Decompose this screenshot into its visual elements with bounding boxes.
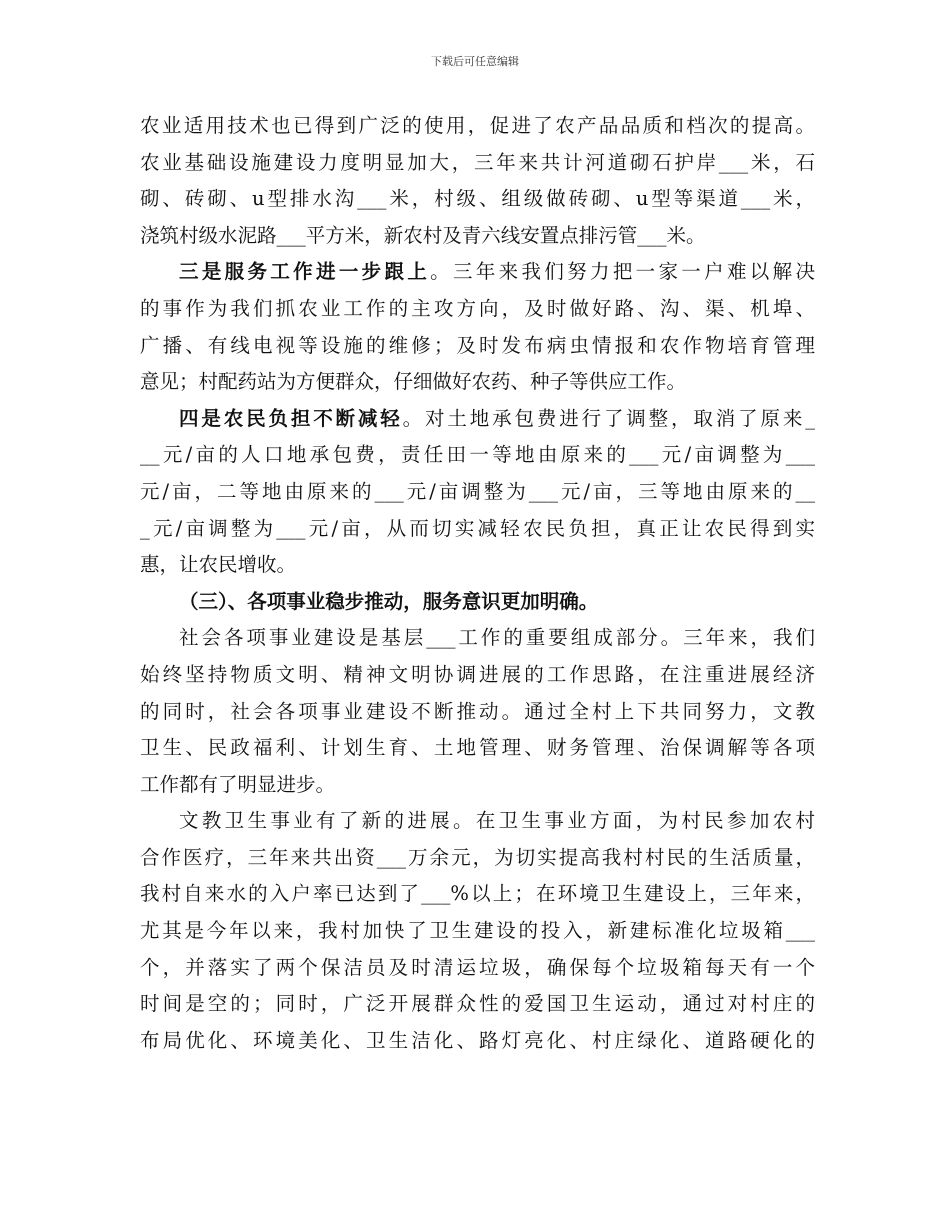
text-line: 尤其是今年以来，我村加快了卫生建设的投入，新建标准化垃圾箱___ — [140, 919, 815, 943]
paragraph — [140, 803, 815, 1059]
text-line: 的事作为我们抓农业工作的主攻方向，及时做好路、沟、渠、机埠、 — [140, 296, 815, 320]
text-line: 合作医疗，三年来共出资___万余元，为切实提高我村村民的生活质量， — [140, 845, 815, 869]
paragraph — [140, 401, 815, 584]
text-line: _元/亩调整为___元/亩，从而切实减轻农民负担，真正让农民得到实 — [140, 516, 815, 540]
text-line — [140, 401, 815, 438]
text-line: 始终坚持物质文明、精神文明协调进展的工作思路，在注重进展经济 — [140, 662, 815, 686]
text-line: 广播、有线电视等设施的维修；及时发布病虫情报和农作物培育管理 — [140, 333, 815, 357]
text-line: 农业适用技术也已得到广泛的使用，促进了农产品品质和档次的提高。 — [140, 114, 815, 137]
page-header: 下载后可任意编辑 — [431, 55, 519, 68]
text-line: 的同时，社会各项事业建设不断推动。通过全村上下共同努力，文教 — [140, 699, 815, 723]
text-line: 意见；村配药站为方便群众，仔细做好农药、种子等供应工作。 — [140, 370, 687, 394]
document-body — [140, 108, 815, 1059]
text-line: 我村自来水的入户率已达到了___%以上；在环境卫生建设上，三年来， — [140, 882, 815, 906]
text-line: 工作都有了明显进步。 — [140, 772, 336, 796]
paragraph — [140, 254, 815, 400]
paragraph — [140, 620, 815, 803]
section-heading: （三）、各项事业稳步推动，服务意识更加明确。 — [179, 589, 599, 613]
text-line: 惠，让农民增收。 — [140, 553, 297, 577]
text-line: 卫生、民政福利、计划生育、土地管理、财务管理、治保调解等各项 — [140, 736, 815, 760]
text-line: 农业基础设施建设力度明显加大，三年来共计河道砌石护岸___米，石 — [140, 150, 815, 174]
text-line: 文教卫生事业有了新的进展。在卫生事业方面，为村民参加农村 — [179, 809, 815, 833]
text-line: 个，并落实了两个保洁员及时清运垃圾，确保每个垃圾箱每天有一个 — [140, 955, 815, 979]
text-line: 社会各项事业建设是基层___工作的重要组成部分。三年来，我们 — [179, 626, 815, 650]
text-span: 。对土地承包费进行了调整，取消了原来_ — [402, 406, 815, 430]
text-line: 砌、砖砌、u型排水沟___米，村级、组级做砖砌、u型等渠道___米， — [140, 187, 815, 211]
text-line: 元/亩，二等地由原来的___元/亩调整为___元/亩，三等地由原来的__ — [140, 479, 815, 503]
bold-lead: 四是农民负担不断减轻 — [179, 406, 403, 430]
text-line: 布局优化、环境美化、卫生洁化、路灯亮化、村庄绿化、道路硬化的 — [140, 1028, 815, 1052]
bold-lead: 三是服务工作进一步跟上 — [179, 260, 431, 284]
text-line — [140, 254, 815, 291]
text-line: 浇筑村级水泥路___平方米，新农村及青六线安置点排污管___米。 — [140, 223, 706, 247]
text-span: 。三年来我们努力把一家一户难以解决 — [430, 260, 815, 284]
text-line: __元/亩的人口地承包费，责任田一等地由原来的___元/亩调整为___ — [140, 443, 815, 467]
text-line: 时间是空的；同时，广泛开展群众性的爱国卫生运动，通过对村庄的 — [140, 992, 815, 1016]
paragraph — [140, 108, 815, 254]
